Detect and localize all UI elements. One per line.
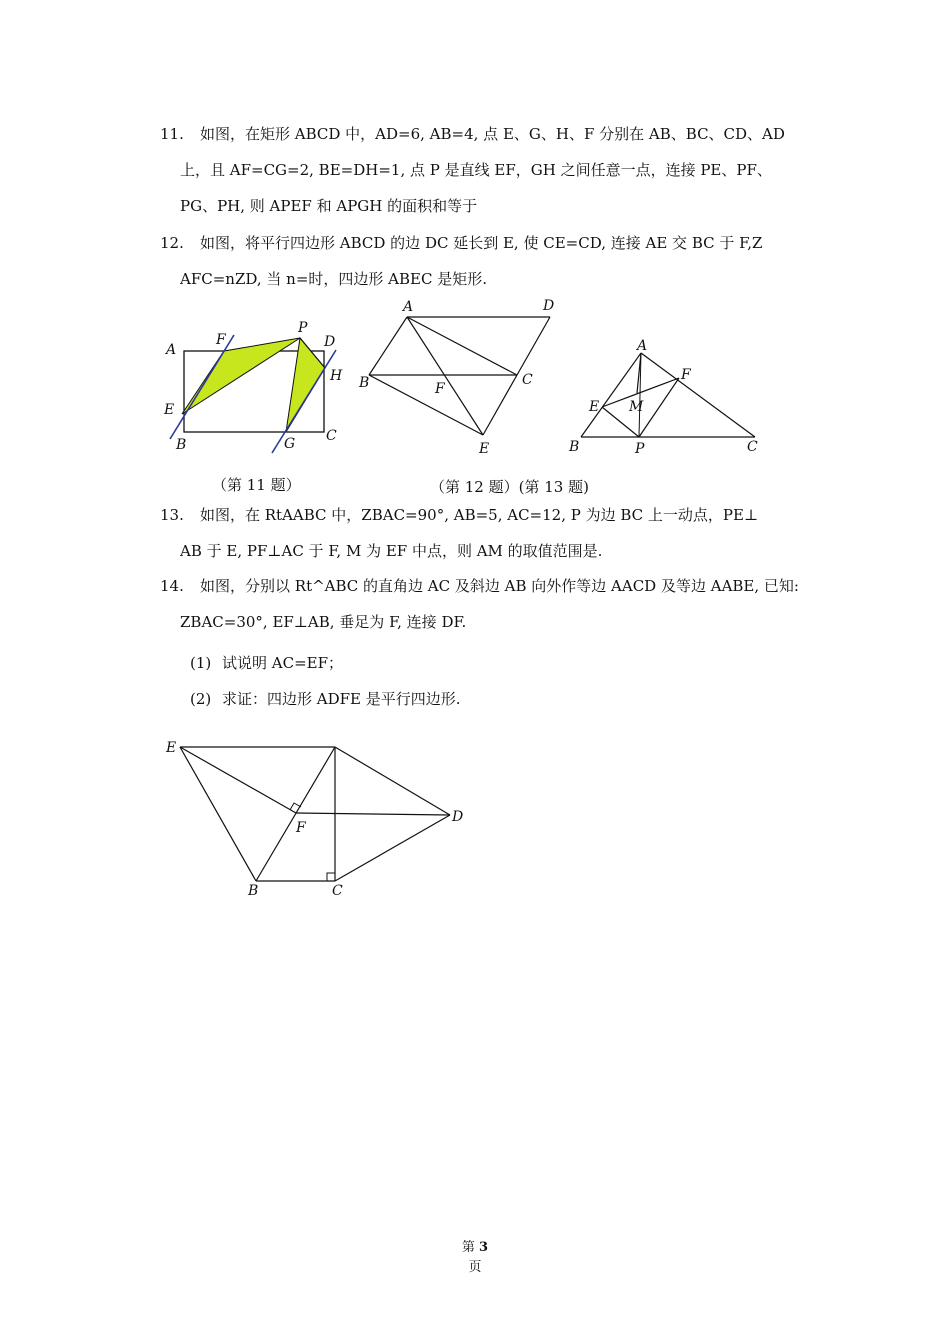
label-d: D bbox=[324, 334, 336, 350]
page-number: 第 3 bbox=[461, 1240, 489, 1255]
label-b: B bbox=[359, 375, 370, 391]
label-b: B bbox=[248, 883, 259, 899]
label-f: F bbox=[296, 820, 306, 836]
problem-12-line-1: 12. 如图，将平行四边形 ABCD 的边 DC 延长到 E, 使 CE=CD, 连接 AE 交 BC 于 F,Z bbox=[160, 234, 763, 252]
problem-14-subpart-2: (2) 求证：四边形 ADFE 是平行四边形. bbox=[190, 690, 461, 708]
label-b: B bbox=[569, 439, 580, 455]
caption-fig-11: （第 11 题） bbox=[212, 476, 301, 494]
label-b: B bbox=[176, 437, 187, 453]
caption-fig-12-13: （第 12 题）(第 13 题) bbox=[430, 478, 589, 496]
figure-12 bbox=[355, 295, 565, 455]
problem-14-subpart-1: (1) 试说明 AC=EF； bbox=[190, 654, 344, 672]
label-e: E bbox=[166, 740, 177, 756]
problem-number: 13. bbox=[160, 506, 184, 524]
problem-11-line-3: PG、PH, 则 APEF 和 APGH 的面积和等于 bbox=[180, 197, 478, 215]
figure-13 bbox=[565, 337, 765, 457]
figure-11 bbox=[160, 318, 350, 463]
label-p: P bbox=[635, 441, 645, 457]
label-c: C bbox=[522, 372, 533, 388]
triangle-pef bbox=[182, 338, 300, 414]
label-f: F bbox=[681, 367, 691, 383]
label-d: D bbox=[543, 298, 555, 314]
problem-13-line-2: AB 于 E, PF⊥AC 于 F, M 为 EF 中点，则 AM 的取值范围是. bbox=[180, 542, 603, 560]
label-e: E bbox=[589, 399, 600, 415]
label-c: C bbox=[747, 439, 758, 455]
label-c: C bbox=[332, 883, 343, 899]
problem-11-line-1: 11. 如图，在矩形 ABCD 中，AD=6, AB=4, 点 E、G、H、F 分别在 AB、BC、CD、AD bbox=[160, 125, 785, 143]
problem-14-line-2: ZBAC=30°, EF⊥AB, 垂足为 F, 连接 DF. bbox=[180, 613, 467, 631]
label-e: E bbox=[479, 441, 490, 457]
problem-12-line-2: AFC=nZD, 当 n=时，四边形 ABEC 是矩形. bbox=[180, 270, 487, 288]
label-d: D bbox=[452, 809, 464, 825]
label-f: F bbox=[435, 381, 445, 397]
page-number-suffix: 页 bbox=[468, 1260, 482, 1275]
problem-number: 14. bbox=[160, 577, 184, 595]
label-m: M bbox=[629, 399, 644, 415]
label-f: F bbox=[216, 332, 226, 348]
problem-number: 11. bbox=[160, 125, 184, 143]
triangle-pgh bbox=[286, 338, 325, 432]
problem-13-line-1: 13. 如图，在 RtAABC 中，ZBAC=90°, AB=5, AC=12, P 为边 BC 上一动点，PE⊥ bbox=[160, 506, 759, 524]
label-a: A bbox=[403, 299, 414, 315]
label-g: G bbox=[284, 436, 296, 452]
problem-number: 12. bbox=[160, 234, 184, 252]
label-c: C bbox=[326, 428, 337, 444]
label-p: P bbox=[298, 320, 308, 336]
problem-14-line-1: 14. 如图，分别以 Rt^ABC 的直角边 AC 及斜边 AB 向外作等边 AACD 及等边 AABE, 已知: bbox=[160, 577, 799, 595]
label-a: A bbox=[166, 342, 177, 358]
label-e: E bbox=[164, 402, 175, 418]
problem-11-line-2: 上，且 AF=CG=2, BE=DH=1, 点 P 是直线 EF，GH 之间任意一点，连接 PE、PF、 bbox=[180, 161, 772, 179]
figure-14 bbox=[160, 735, 480, 899]
label-a: A bbox=[637, 338, 648, 354]
label-h: H bbox=[330, 368, 343, 384]
